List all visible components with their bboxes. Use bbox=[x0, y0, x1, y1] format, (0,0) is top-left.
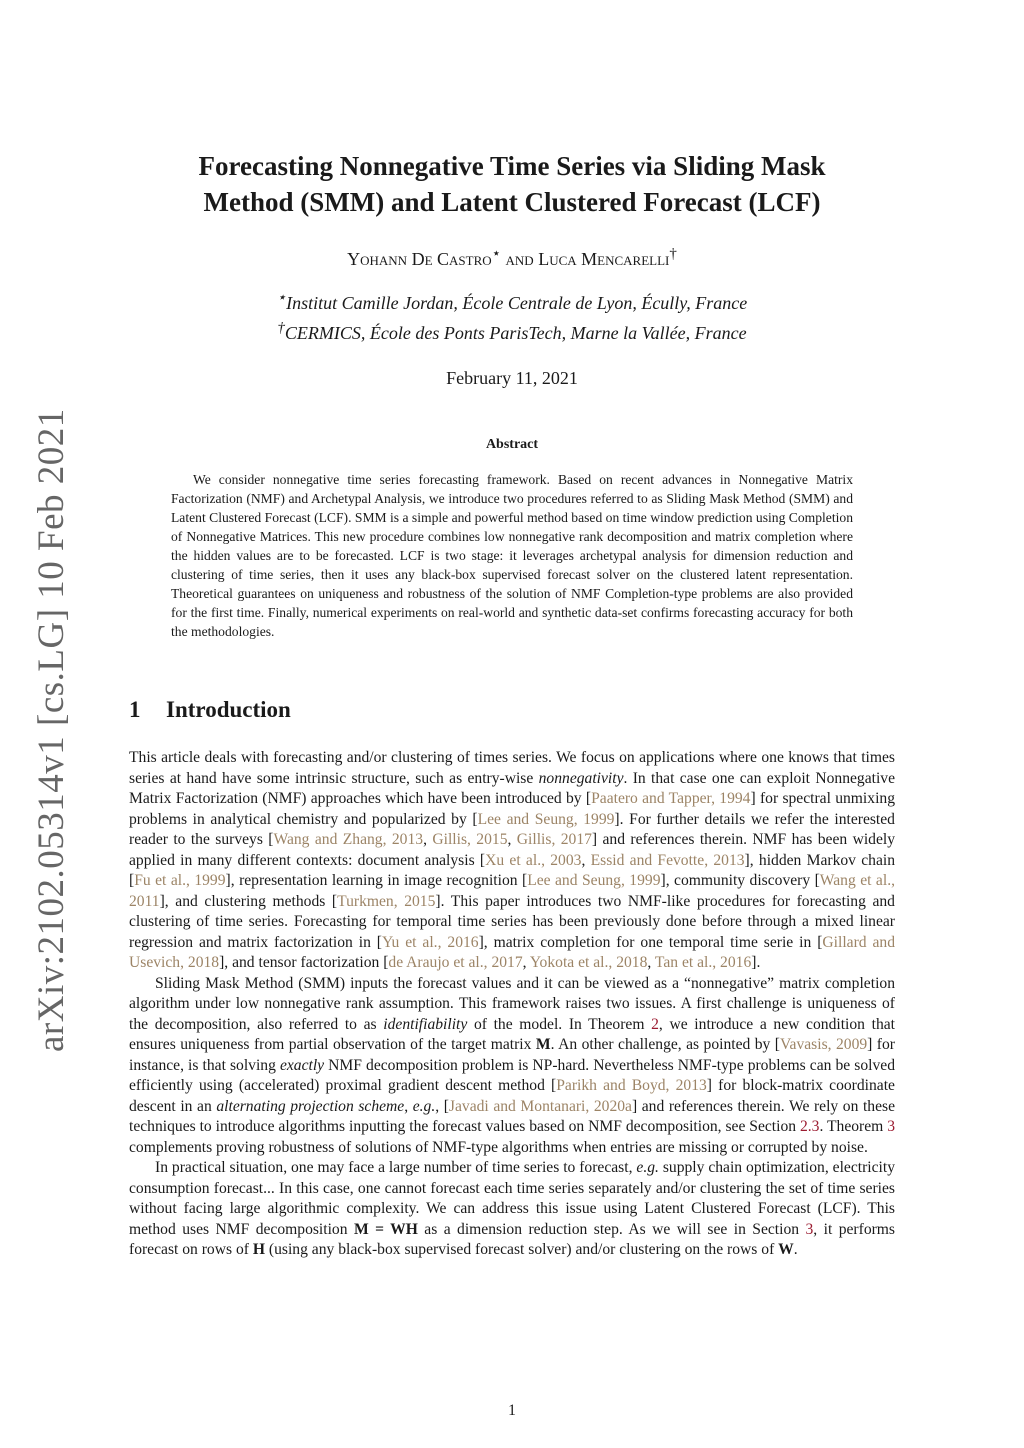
theorem-link[interactable]: 2 bbox=[651, 1015, 659, 1033]
citation-link[interactable]: Javadi and Montanari, 2020a bbox=[448, 1097, 632, 1115]
paragraph-2 bbox=[129, 974, 895, 1159]
author-mark-star: ⋆ bbox=[491, 246, 502, 262]
citation-link[interactable]: Fu et al., 1999 bbox=[134, 872, 226, 889]
text-run: (using any black-box supervised forecast solver) and/or clustering on the rows of bbox=[265, 1241, 779, 1258]
author-conjunction: and bbox=[501, 249, 539, 269]
citation-link[interactable]: Tan et al., 2016 bbox=[654, 954, 752, 971]
paragraph-1 bbox=[129, 748, 895, 974]
text-run: ], community discovery [ bbox=[660, 872, 820, 889]
text-run: as a dimension reduction step. As we will see in Section bbox=[417, 1220, 806, 1238]
citation-link[interactable]: Xu et al., 2003 bbox=[485, 851, 582, 869]
text-run: NMF decomposition problem is NP-hard. Nevertheless NMF-type problems can be solved efficiently using (accelerated) proximal gradient descent method [ bbox=[129, 1056, 895, 1094]
citation-link[interactable]: Vavasis, 2009 bbox=[780, 1036, 868, 1053]
text-run: ] for spectral unmixing problems in analytical chemistry and popularized by [ bbox=[129, 790, 895, 828]
math-bold: M = WH bbox=[353, 1220, 418, 1238]
citation-link[interactable]: Essid and Fevotte, 2013 bbox=[590, 851, 745, 869]
citation-link[interactable]: Wang and Zhang, 2013 bbox=[273, 831, 424, 848]
affiliation-2-mark: † bbox=[277, 320, 285, 336]
paragraph-3 bbox=[129, 1158, 895, 1261]
text-run: This article deals with forecasting and/or clustering of times series. We focus on applications where one knows that times series at hand have some intrinsic structure, such as entry-wise bbox=[129, 749, 895, 787]
title-line-2: Method (SMM) and Latent Clustered Forecast (LCF) bbox=[203, 187, 821, 217]
math-bold: M bbox=[535, 1036, 551, 1053]
affiliation-2 bbox=[130, 316, 894, 346]
emphasis: e.g. bbox=[636, 1159, 659, 1176]
text-run: of the model. In Theorem bbox=[467, 1015, 652, 1033]
citation-link[interactable]: Gillard and Usevich, 2018 bbox=[129, 933, 895, 971]
emphasis: alternating projection scheme bbox=[216, 1097, 405, 1115]
section-heading bbox=[129, 697, 291, 723]
author-de-castro: Yohann De Castro bbox=[347, 249, 492, 269]
citation-link[interactable]: Wang et al., 2011 bbox=[129, 872, 895, 910]
math-bold: W bbox=[778, 1241, 794, 1258]
text-run: ], representation learning in image recognition [ bbox=[225, 872, 528, 889]
text-run: ] for instance, is that solving bbox=[129, 1036, 895, 1074]
emphasis: e.g. bbox=[412, 1097, 436, 1115]
text-run: ]. bbox=[751, 954, 761, 971]
page-number: 1 bbox=[508, 1402, 516, 1419]
text-run: supply chain optimization, electricity consumption forecast... In this case, one cannot forecast each time series separately and/or clustering the set of time series without facing large algorithmic complexity. We can address this issue using Latent Clustered Forecast (LCF). This method uses NMF decomposition bbox=[129, 1159, 895, 1238]
section-title: Introduction bbox=[166, 697, 291, 722]
arxiv-stamp[interactable]: arXiv:2102.05314v1 [cs.LG] 10 Feb 2021 bbox=[31, 408, 72, 1052]
text-run: . Theorem bbox=[819, 1118, 888, 1135]
text-run: , bbox=[522, 954, 530, 971]
text-run: In practical situation, one may face a large number of time series to forecast, bbox=[155, 1159, 637, 1176]
text-run: ] for block-matrix coordinate descent in an bbox=[129, 1077, 895, 1115]
citation-link[interactable]: Yokota et al., 2018 bbox=[529, 954, 648, 971]
affiliations bbox=[130, 286, 894, 346]
text-run: complements proving robustness of solutions of NMF-type algorithms when entries are missing or corrupted by noise. bbox=[129, 1138, 868, 1156]
abstract-heading: Abstract bbox=[485, 437, 539, 452]
text-run: , bbox=[404, 1097, 413, 1115]
math-bold: H bbox=[252, 1241, 265, 1258]
author-list bbox=[130, 244, 894, 270]
text-run: , bbox=[423, 831, 433, 848]
affiliation-1-text: Institut Camille Jordan, École Centrale de Lyon, Écully, France bbox=[286, 293, 748, 313]
citation-link[interactable]: Gillis, 2017 bbox=[516, 831, 592, 848]
text-run: . bbox=[793, 1241, 798, 1258]
author-mencarelli: Luca Mencarelli bbox=[538, 249, 670, 269]
citation-link[interactable]: Yu et al., 2016 bbox=[382, 933, 479, 951]
text-run: Sliding Mask Method (SMM) inputs the forecast values and it can be viewed as a “nonnegative” matrix completion algorithm under low nonnegative rank assumption. This framework raises two issues. A first challenge is uniqueness of the decomposition, also referred to as bbox=[129, 974, 895, 1033]
text-run: . In that case one can exploit Nonnegative Matrix Factorization (NMF) approaches which have been introduced by [ bbox=[129, 769, 896, 807]
text-run: ], and clustering methods [ bbox=[159, 892, 338, 910]
emphasis: exactly bbox=[279, 1056, 325, 1074]
abstract-text: We consider nonnegative time series forecasting framework. Based on recent advances in Nonnegative Matrix Factorization (NMF) and Archetypal Analysis, we introduce two procedures referred to as Sliding Mask Method (SMM) and Latent Clustered Forecast (LCF). SMM is a simple and powerful method based on time window prediction using Completion of Nonnegative Matrices. This new procedure combines low nonnegative rank decomposition and matrix completion where the hidden values are to be forecasted. LCF is two stage: it leverages archetypal analysis for dimension reduction and clustering of time series, then it uses any black-box supervised forecast solver on the clustered latent representation. Theoretical guarantees on uniqueness and robustness of the solution of NMF Completion-type problems are also provided for the first time. Finally, numerical experiments on real-world and synthetic data-set confirms forecasting accuracy for both the methodologies. bbox=[171, 472, 853, 639]
citation-link[interactable]: Turkmen, 2015 bbox=[337, 892, 436, 910]
citation-link[interactable]: de Araujo et al., 2017 bbox=[388, 954, 523, 971]
publication-date: February 11, 2021 bbox=[446, 368, 578, 388]
affiliation-2-text: CERMICS, École des Ponts ParisTech, Marne la Vallée, France bbox=[284, 323, 747, 343]
text-run: ] and references therein. We rely on these techniques to introduce algorithms inputting the forecast values based on NMF decomposition, see Section bbox=[129, 1097, 895, 1135]
text-run: ]. For further details we refer the interested reader to the surveys [ bbox=[129, 810, 895, 848]
text-run: , bbox=[581, 851, 591, 869]
affiliation-1 bbox=[130, 286, 894, 316]
paper-title bbox=[130, 148, 894, 220]
introduction-body bbox=[129, 748, 895, 1261]
section-link[interactable]: 3 bbox=[805, 1220, 814, 1238]
text-run: ], hidden Markov chain [ bbox=[129, 851, 895, 889]
citation-link[interactable]: Lee and Seung, 1999 bbox=[527, 872, 661, 889]
title-line-1: Forecasting Nonnegative Time Series via Sliding Mask bbox=[198, 151, 826, 181]
citation-link[interactable]: Paatero and Tapper, 1994 bbox=[591, 790, 751, 807]
citation-link[interactable]: Gillis, 2015 bbox=[432, 831, 508, 848]
text-run: , [ bbox=[435, 1097, 449, 1115]
text-run: ], and tensor factorization [ bbox=[219, 954, 389, 971]
emphasis: identifiability bbox=[383, 1015, 468, 1033]
author-mark-dagger: † bbox=[669, 246, 677, 262]
affiliation-1-mark: ⋆ bbox=[276, 290, 287, 306]
text-run: , we introduce a new condition that ensures uniqueness from partial observation of the target matrix bbox=[129, 1015, 895, 1053]
text-run: , bbox=[647, 954, 655, 971]
text-run: ], matrix completion for one temporal time serie in [ bbox=[478, 933, 823, 951]
emphasis: nonnegativity bbox=[538, 769, 624, 787]
text-run: ]. This paper introduces two NMF-like procedures for forecasting and clustering of time series. Forecasting for temporal time series has been previously done before through a mixed linear regression and matrix factorization in [ bbox=[129, 892, 895, 951]
citation-link[interactable]: Parikh and Boyd, 2013 bbox=[556, 1077, 707, 1094]
section-number: 1 bbox=[129, 697, 141, 722]
text-run: , bbox=[507, 831, 517, 848]
citation-link[interactable]: Lee and Seung, 1999 bbox=[477, 810, 615, 828]
section-link[interactable]: 2.3 bbox=[799, 1118, 820, 1135]
theorem-link[interactable]: 3 bbox=[887, 1118, 895, 1135]
text-run: ] and references therein. NMF has been widely applied in many different contexts: document analysis [ bbox=[129, 831, 896, 869]
text-run: , it performs forecast on rows of bbox=[129, 1220, 896, 1258]
text-run: . An other challenge, as pointed by [ bbox=[550, 1036, 780, 1053]
